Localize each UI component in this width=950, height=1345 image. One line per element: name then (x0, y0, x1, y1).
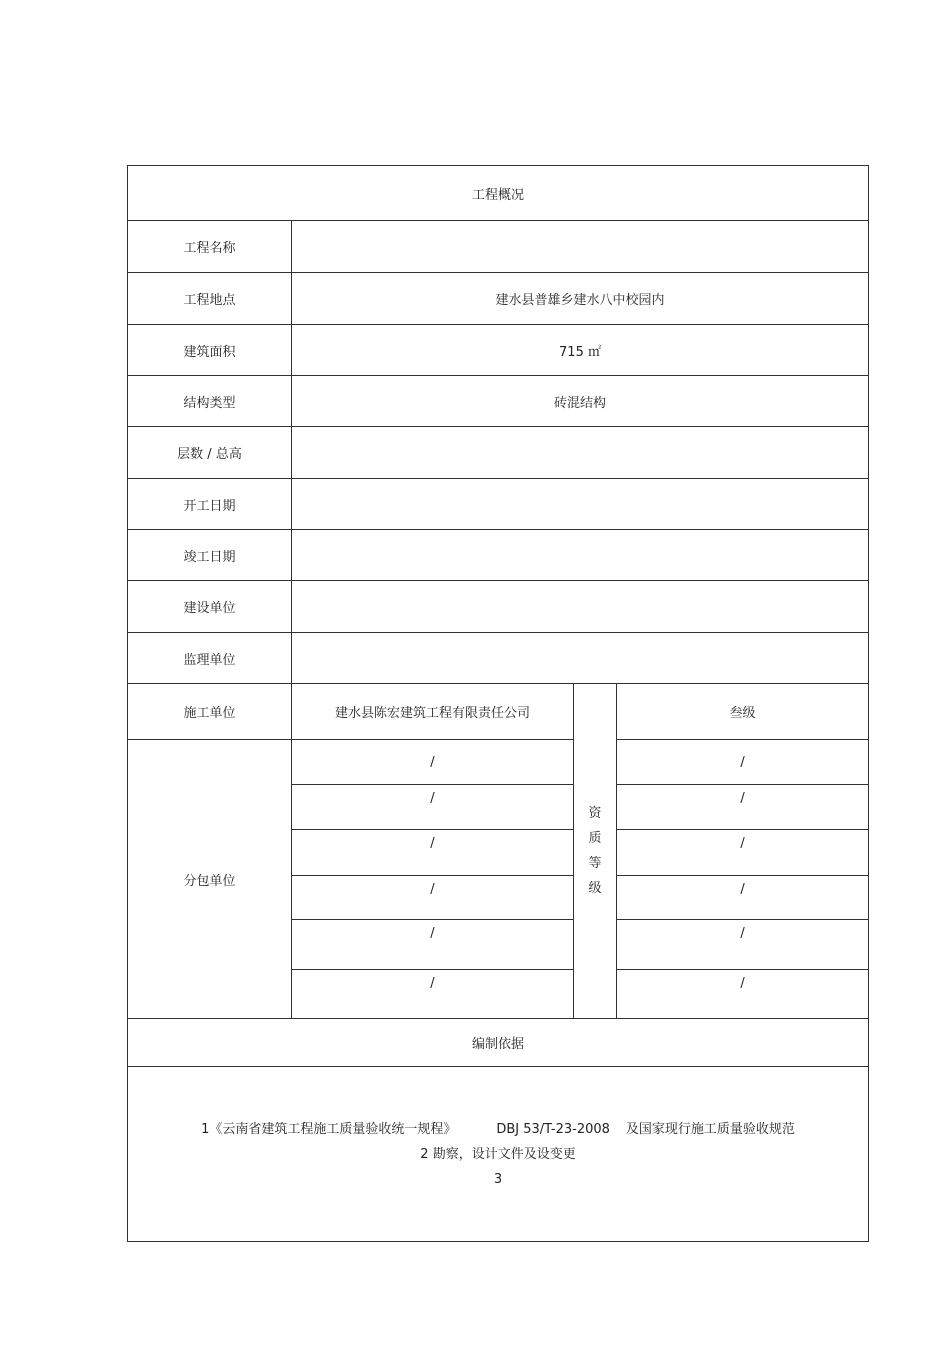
row-project-location (128, 273, 869, 325)
project-name-label: 工程名称 (128, 221, 292, 273)
subcontractor-label: 分包单位 (128, 740, 292, 1019)
row-subcontractor-1 (128, 740, 869, 785)
subcontractor-name-6: / (292, 970, 574, 1019)
table-title: 工程概况 (128, 166, 869, 221)
project-location-value: 建水县普雄乡建水八中校园内 (292, 273, 869, 325)
subcontractor-grade-5: / (617, 920, 869, 970)
basis-content (128, 1067, 869, 1242)
qual-char-1: 资 (588, 806, 602, 821)
subcontractor-name-1: / (292, 740, 574, 785)
row-completion-date (128, 530, 869, 581)
subcontractor-name-2: / (292, 785, 574, 830)
row-owner-unit (128, 581, 869, 633)
project-location-label: 工程地点 (128, 273, 292, 325)
qualification-grade-label (574, 684, 617, 1019)
owner-unit-label: 建设单位 (128, 581, 292, 633)
project-overview-table (127, 165, 869, 1242)
basis-line-1-norm: 及国家现行施工质量验收规范 (625, 1121, 795, 1137)
subcontractor-grade-4: / (617, 876, 869, 920)
contractor-label: 施工单位 (128, 684, 292, 740)
building-area-value: 715 ㎡ (292, 325, 869, 376)
completion-date-label: 竣工日期 (128, 530, 292, 581)
subcontractor-grade-1: / (617, 740, 869, 785)
subcontractor-grade-6: / (617, 970, 869, 1019)
basis-line-1-code: DBJ 53/T-23-2008 (496, 1121, 610, 1137)
qual-char-3: 等 (588, 856, 602, 871)
structure-type-label: 结构类型 (128, 376, 292, 427)
start-date-label: 开工日期 (128, 479, 292, 530)
subcontractor-grade-3: / (617, 830, 869, 876)
supervision-unit-value (292, 633, 869, 684)
basis-line-2: 2 勘察，设计文件及设变更 (420, 1146, 576, 1162)
row-contractor (128, 684, 869, 740)
row-building-area (128, 325, 869, 376)
row-project-name (128, 221, 869, 273)
basis-line-1-regulation: 1《云南省建筑工程施工质量验收统一规程》 (201, 1121, 457, 1137)
contractor-grade: 叁级 (617, 684, 869, 740)
subcontractor-name-3: / (292, 830, 574, 876)
subcontractor-name-4: / (292, 876, 574, 920)
subcontractor-name-5: / (292, 920, 574, 970)
start-date-value (292, 479, 869, 530)
row-supervision-unit (128, 633, 869, 684)
row-floors-height (128, 427, 869, 479)
completion-date-value (292, 530, 869, 581)
subcontractor-grade-2: / (617, 785, 869, 830)
supervision-unit-label: 监理单位 (128, 633, 292, 684)
contractor-name: 建水县陈宏建筑工程有限责任公司 (292, 684, 574, 740)
basis-line-3: 3 (493, 1171, 503, 1187)
floors-height-value (292, 427, 869, 479)
row-start-date (128, 479, 869, 530)
project-name-value (292, 221, 869, 273)
floors-height-label: 层数 / 总高 (128, 427, 292, 479)
owner-unit-value (292, 581, 869, 633)
building-area-label: 建筑面积 (128, 325, 292, 376)
row-structure-type (128, 376, 869, 427)
qual-char-4: 级 (588, 881, 602, 896)
qual-char-2: 质 (588, 831, 602, 846)
basis-title: 编制依据 (128, 1019, 869, 1067)
structure-type-value: 砖混结构 (292, 376, 869, 427)
basis-line-1 (128, 1117, 868, 1142)
